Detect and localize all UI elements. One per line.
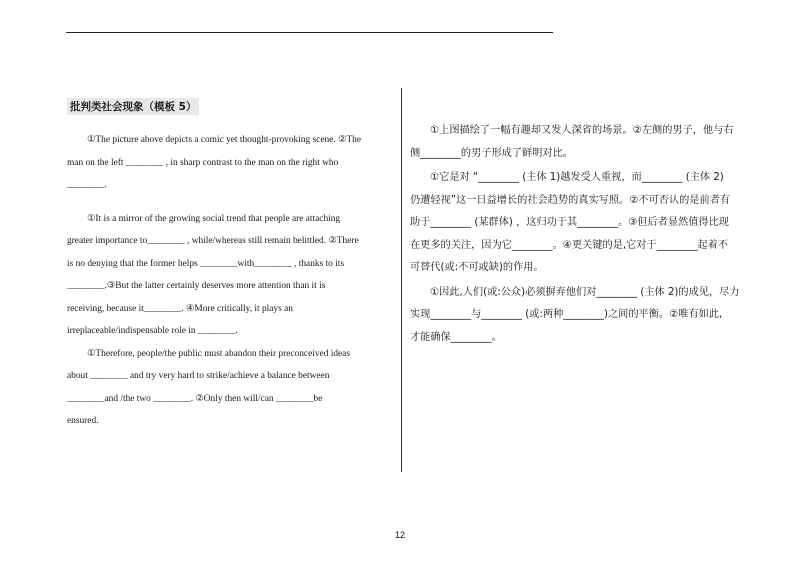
text-line: irreplaceable/indispensable role in ________. xyxy=(67,326,238,336)
chinese-paragraph-3 xyxy=(410,282,740,350)
text-line: ①它是对 “________ (主体 1)越发受人重视，而________ (主体 2) xyxy=(430,172,724,183)
text-line: 仍遭轻视”这一日益增长的社会趋势的真实写照。②不可否认的是前者有 xyxy=(410,194,731,206)
text-line: ①上图描绘了一幅有趣却又发人深省的场景。②左侧的男子，他与右 xyxy=(430,125,734,136)
text-line: ________. xyxy=(67,180,107,190)
text-line: greater importance to________ , while/whereas still remain belittled. ②There xyxy=(67,236,359,246)
top-rule xyxy=(66,32,553,33)
chinese-column xyxy=(410,120,740,349)
template-heading: 批判类社会现象（模板 5） xyxy=(67,98,199,115)
text-line: 在更多的关注，因为它________。④更关键的是,它对于________起着不 xyxy=(410,239,728,251)
chinese-paragraph-1 xyxy=(410,120,740,165)
text-line: about ________ and try very hard to strike/achieve a balance between xyxy=(67,371,330,381)
text-line: ①It is a mirror of the growing social trend that people are attaching xyxy=(87,213,341,224)
column-divider xyxy=(401,88,402,472)
text-line: 才能确保________。 xyxy=(410,331,502,343)
text-line: 可替代(或:不可或缺)的作用。 xyxy=(410,262,544,273)
text-line: receiving, because it________. ④More critically, it plays an xyxy=(67,303,293,314)
english-column xyxy=(67,95,393,433)
english-paragraph-2 xyxy=(67,208,393,343)
english-paragraph-1 xyxy=(67,129,393,197)
text-line: 实现________与________ (或:两种________)之间的平衡。②唯有如此, xyxy=(410,309,723,320)
text-line: 助于________ (某群体) ，这归功于其________。③但后者显然值得比现 xyxy=(410,217,729,228)
text-line: man on the left ________ , in sharp contrast to the man on the right who xyxy=(67,157,339,168)
text-line: ________.③But the latter certainly deserves more attention than it is xyxy=(67,281,326,291)
text-line: ensured. xyxy=(67,416,99,426)
text-line: 侧________的男子形成了鲜明对比。 xyxy=(410,147,573,159)
text-line: ________and /the two ________. ②Only then will/can ________be xyxy=(67,393,323,404)
text-line: ①因此,人们(或:公众)必须摒弃他们对________ (主体 2)的成见，尽力 xyxy=(430,286,740,298)
chinese-paragraph-2 xyxy=(410,167,740,280)
text-line: is no denying that the former helps ________with________ , thanks to its xyxy=(67,258,345,269)
english-paragraph-3 xyxy=(67,343,393,433)
text-line: ①The picture above depicts a comic yet thought-provoking scene. ②The xyxy=(87,135,362,145)
text-line: ①Therefore, people/the public must abandon their preconceived ideas xyxy=(87,348,350,359)
page-number: 12 xyxy=(394,530,405,540)
